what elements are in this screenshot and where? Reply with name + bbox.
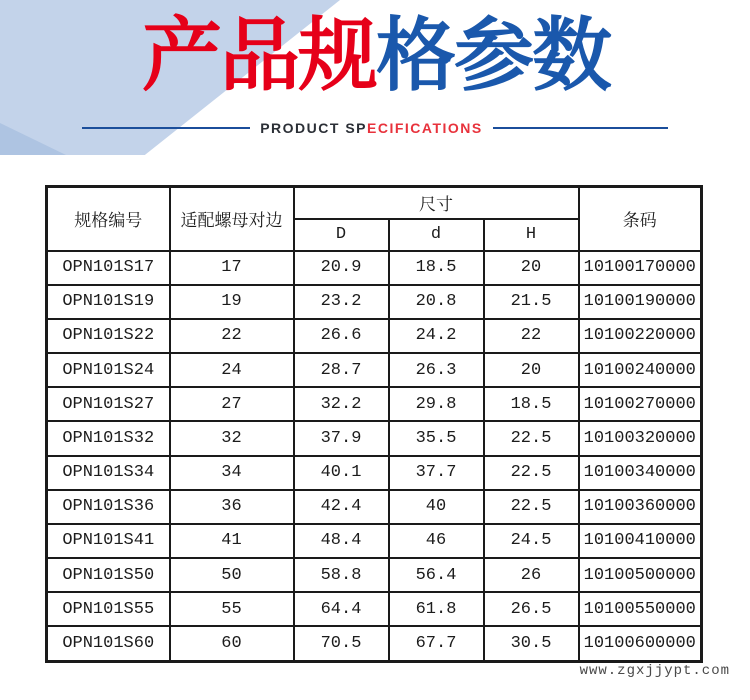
cell-nut_width: 41 (170, 524, 294, 558)
cell-dim_d: 20.8 (389, 285, 484, 319)
cell-dim_H: 22.5 (484, 421, 579, 455)
cell-barcode: 10100410000 (579, 524, 702, 558)
cell-dim_D: 26.6 (294, 319, 389, 353)
subtitle-dark-part: PRODUCT SP (260, 120, 368, 136)
table-row (47, 456, 702, 490)
cell-dim_H: 24.5 (484, 524, 579, 558)
spec-table (45, 185, 703, 663)
cell-nut_width: 34 (170, 456, 294, 490)
cell-spec_no: OPN101S34 (47, 456, 170, 490)
col-header-dim-D: D (294, 219, 389, 251)
table-row (47, 626, 702, 661)
cell-dim_H: 20 (484, 251, 579, 285)
table-row (47, 558, 702, 592)
cell-spec_no: OPN101S36 (47, 490, 170, 524)
cell-barcode: 10100550000 (579, 592, 702, 626)
table-row (47, 592, 702, 626)
cell-dim_D: 42.4 (294, 490, 389, 524)
table-row (47, 490, 702, 524)
table-row (47, 319, 702, 353)
col-header-barcode: 条码 (579, 187, 702, 251)
cell-dim_H: 20 (484, 353, 579, 387)
cell-nut_width: 19 (170, 285, 294, 319)
cell-dim_D: 70.5 (294, 626, 389, 661)
cell-barcode: 10100240000 (579, 353, 702, 387)
cell-barcode: 10100220000 (579, 319, 702, 353)
cell-nut_width: 17 (170, 251, 294, 285)
cell-barcode: 10100270000 (579, 387, 702, 421)
cell-dim_H: 26 (484, 558, 579, 592)
cell-spec_no: OPN101S60 (47, 626, 170, 661)
table-row (47, 421, 702, 455)
cell-nut_width: 60 (170, 626, 294, 661)
col-header-dimensions: 尺寸 (294, 187, 579, 219)
table-row (47, 353, 702, 387)
cell-spec_no: OPN101S22 (47, 319, 170, 353)
cell-barcode: 10100170000 (579, 251, 702, 285)
cell-dim_D: 48.4 (294, 524, 389, 558)
cell-dim_d: 61.8 (389, 592, 484, 626)
cell-dim_D: 40.1 (294, 456, 389, 490)
cell-spec_no: OPN101S19 (47, 285, 170, 319)
cell-barcode: 10100500000 (579, 558, 702, 592)
page-title-red-part: 产品规 (142, 11, 376, 100)
cell-nut_width: 36 (170, 490, 294, 524)
cell-barcode: 10100600000 (579, 626, 702, 661)
cell-nut_width: 27 (170, 387, 294, 421)
table-body (47, 251, 702, 662)
cell-dim_D: 37.9 (294, 421, 389, 455)
subtitle-rule-left (82, 127, 250, 129)
cell-dim_d: 29.8 (389, 387, 484, 421)
watermark: www.zgxjjypt.com (579, 663, 730, 679)
cell-spec_no: OPN101S32 (47, 421, 170, 455)
subtitle-red-part: ECIFICATIONS (367, 120, 483, 136)
table-header-row-1 (47, 187, 702, 219)
cell-dim_H: 22.5 (484, 490, 579, 524)
cell-spec_no: OPN101S27 (47, 387, 170, 421)
cell-spec_no: OPN101S55 (47, 592, 170, 626)
cell-dim_d: 40 (389, 490, 484, 524)
cell-barcode: 10100190000 (579, 285, 702, 319)
cell-barcode: 10100320000 (579, 421, 702, 455)
cell-nut_width: 55 (170, 592, 294, 626)
cell-dim_D: 64.4 (294, 592, 389, 626)
col-header-nut-width: 适配螺母对边 (170, 187, 294, 251)
subtitle-row (0, 118, 750, 138)
cell-nut_width: 24 (170, 353, 294, 387)
cell-dim_d: 24.2 (389, 319, 484, 353)
cell-dim_d: 46 (389, 524, 484, 558)
cell-spec_no: OPN101S50 (47, 558, 170, 592)
cell-dim_H: 22.5 (484, 456, 579, 490)
table-row (47, 285, 702, 319)
cell-dim_D: 23.2 (294, 285, 389, 319)
col-header-spec-no: 规格编号 (47, 187, 170, 251)
cell-dim_d: 37.7 (389, 456, 484, 490)
cell-spec_no: OPN101S17 (47, 251, 170, 285)
cell-nut_width: 32 (170, 421, 294, 455)
table-row (47, 387, 702, 421)
col-header-dim-H: H (484, 219, 579, 251)
page-title-blue-part: 格参数 (376, 11, 610, 100)
cell-barcode: 10100340000 (579, 456, 702, 490)
cell-nut_width: 22 (170, 319, 294, 353)
cell-dim_D: 20.9 (294, 251, 389, 285)
cell-dim_d: 18.5 (389, 251, 484, 285)
subtitle-text (260, 120, 483, 136)
col-header-dim-d: d (389, 219, 484, 251)
cell-dim_H: 30.5 (484, 626, 579, 661)
page-title (142, 12, 610, 100)
cell-dim_d: 35.5 (389, 421, 484, 455)
cell-dim_H: 26.5 (484, 592, 579, 626)
subtitle-rule-right (493, 127, 668, 129)
cell-dim_d: 26.3 (389, 353, 484, 387)
cell-spec_no: OPN101S41 (47, 524, 170, 558)
cell-dim_H: 18.5 (484, 387, 579, 421)
cell-dim_d: 67.7 (389, 626, 484, 661)
cell-barcode: 10100360000 (579, 490, 702, 524)
cell-dim_d: 56.4 (389, 558, 484, 592)
cell-dim_H: 22 (484, 319, 579, 353)
cell-dim_H: 21.5 (484, 285, 579, 319)
table-row (47, 251, 702, 285)
table-row (47, 524, 702, 558)
cell-dim_D: 58.8 (294, 558, 389, 592)
cell-nut_width: 50 (170, 558, 294, 592)
cell-spec_no: OPN101S24 (47, 353, 170, 387)
cell-dim_D: 32.2 (294, 387, 389, 421)
cell-dim_D: 28.7 (294, 353, 389, 387)
